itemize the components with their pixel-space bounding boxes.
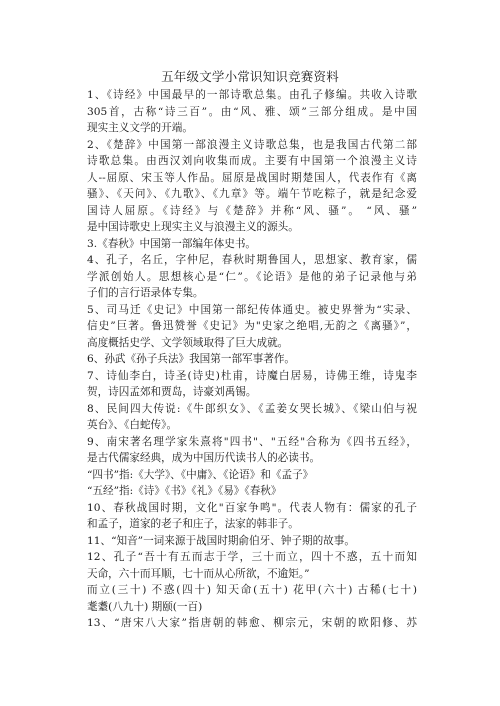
text-line: 4、孔子，名丘，字仲尼，春秋时期鲁国人，思想家、教育家，儒 <box>87 254 417 266</box>
text-line: 天命，六十而耳顺，七十而从心所欲，不逾矩。” <box>87 567 310 580</box>
text-line: 高度概括史学、文学领域取得了巨大成就。 <box>87 336 289 349</box>
text-line: 1、《诗经》中国最早的一部诗歌总集。由孔子修编。共收入诗歌 <box>87 89 417 101</box>
text-line: 现实主义文学的开端。 <box>87 122 193 134</box>
page-title: 五年级文学小常识知识竞赛资料 <box>161 69 339 84</box>
text-line: 9、南宋著名理学家朱熹将"四书"、"五经"合称为《四书五经》， <box>87 435 417 448</box>
text-line: 8、民间四大传说:《牛郎织女》、《孟姜女哭长城》、《梁山伯与祝 <box>87 402 417 415</box>
text-line: 12、孔子“吾十有五而志于学，三十而立，四十不惑，五十而知 <box>87 551 417 563</box>
text-line: 5、司马迁《史记》中国第一部纪传体通史。被史界誉为“实录、 <box>87 303 417 316</box>
text-line: 305首，古称“诗三百”。由“风、雅、颂”三部分组成。是中国 <box>87 105 417 118</box>
text-line: 子们的言行语录体专集。 <box>87 287 204 299</box>
text-line: 6、孙武《孙子兵法》我国第一部军事著作。 <box>87 353 296 365</box>
text-line: 10、春秋战国时期，文化"百家争鸣"。代表人物有：儒家的孔子 <box>87 501 417 514</box>
text-line: 诗歌总集。由西汉刘向收集而成。主要有中国第一个浪漫主义诗 <box>87 155 417 167</box>
text-line: 学派创始人。思想核心是“仁”。《论语》是他的弟子记录他与弟 <box>87 270 417 283</box>
text-line: 3.《春秋》中国第一部编年体史书。 <box>87 237 257 250</box>
text-line: 和孟子，道家的老子和庄子，法家的韩非子。 <box>87 518 299 530</box>
text-line: 而立(三十) 不惑(四十) 知天命(五十) 花甲(六十) 古稀(七十) <box>87 584 417 596</box>
text-line: 2、《楚辞》中国第一部浪漫主义诗歌总集，也是我国古代第二部 <box>87 138 417 151</box>
text-line: 国诗人屈原。《诗经》与《楚辞》并称“风、骚”。 “风、骚” <box>87 204 417 217</box>
text-line: 是中国诗歌史上现实主义与浪漫主义的源头。 <box>87 221 299 233</box>
document-body <box>87 87 417 632</box>
text-line: 骚》、《天问》、《九歌》、《九章》等。端午节吃粽子，就是纪念爱 <box>87 188 417 200</box>
text-line: 英台》、《白蛇传》。 <box>87 419 178 431</box>
text-line: 7、诗仙李白，诗圣(诗史)杜甫，诗魔白居易，诗佛王维，诗鬼李 <box>87 369 417 382</box>
text-line: 信史”巨著。鲁迅赞誉《史记》为"史家之绝唱,无韵之《离骚》”， <box>87 320 417 332</box>
text-line: “五经”指:《诗》《书》《礼》《易》《春秋》 <box>87 485 282 497</box>
text-line: 是古代儒家经典，成为中国历代读书人的必读书。 <box>87 452 321 464</box>
text-line: “四书”指:《大学》、《中庸》、《论语》和《孟子》 <box>87 468 314 481</box>
text-line: 13、“唐宋八大家”指唐朝的韩愈、柳宗元，宋朝的欧阳修、苏 <box>87 617 417 629</box>
text-line: 耄耋(八九十) 期颐(一百) <box>87 600 203 613</box>
text-line: 贺，诗囚孟郊和贾岛，诗豪刘禹锡。 <box>87 386 257 398</box>
text-line: 11、“知音”一词来源于战国时期俞伯牙、钟子期的故事。 <box>87 534 355 547</box>
text-line: 人--屈原、宋玉等人作品。屈原是战国时期楚国人，代表作有《离 <box>87 171 417 184</box>
